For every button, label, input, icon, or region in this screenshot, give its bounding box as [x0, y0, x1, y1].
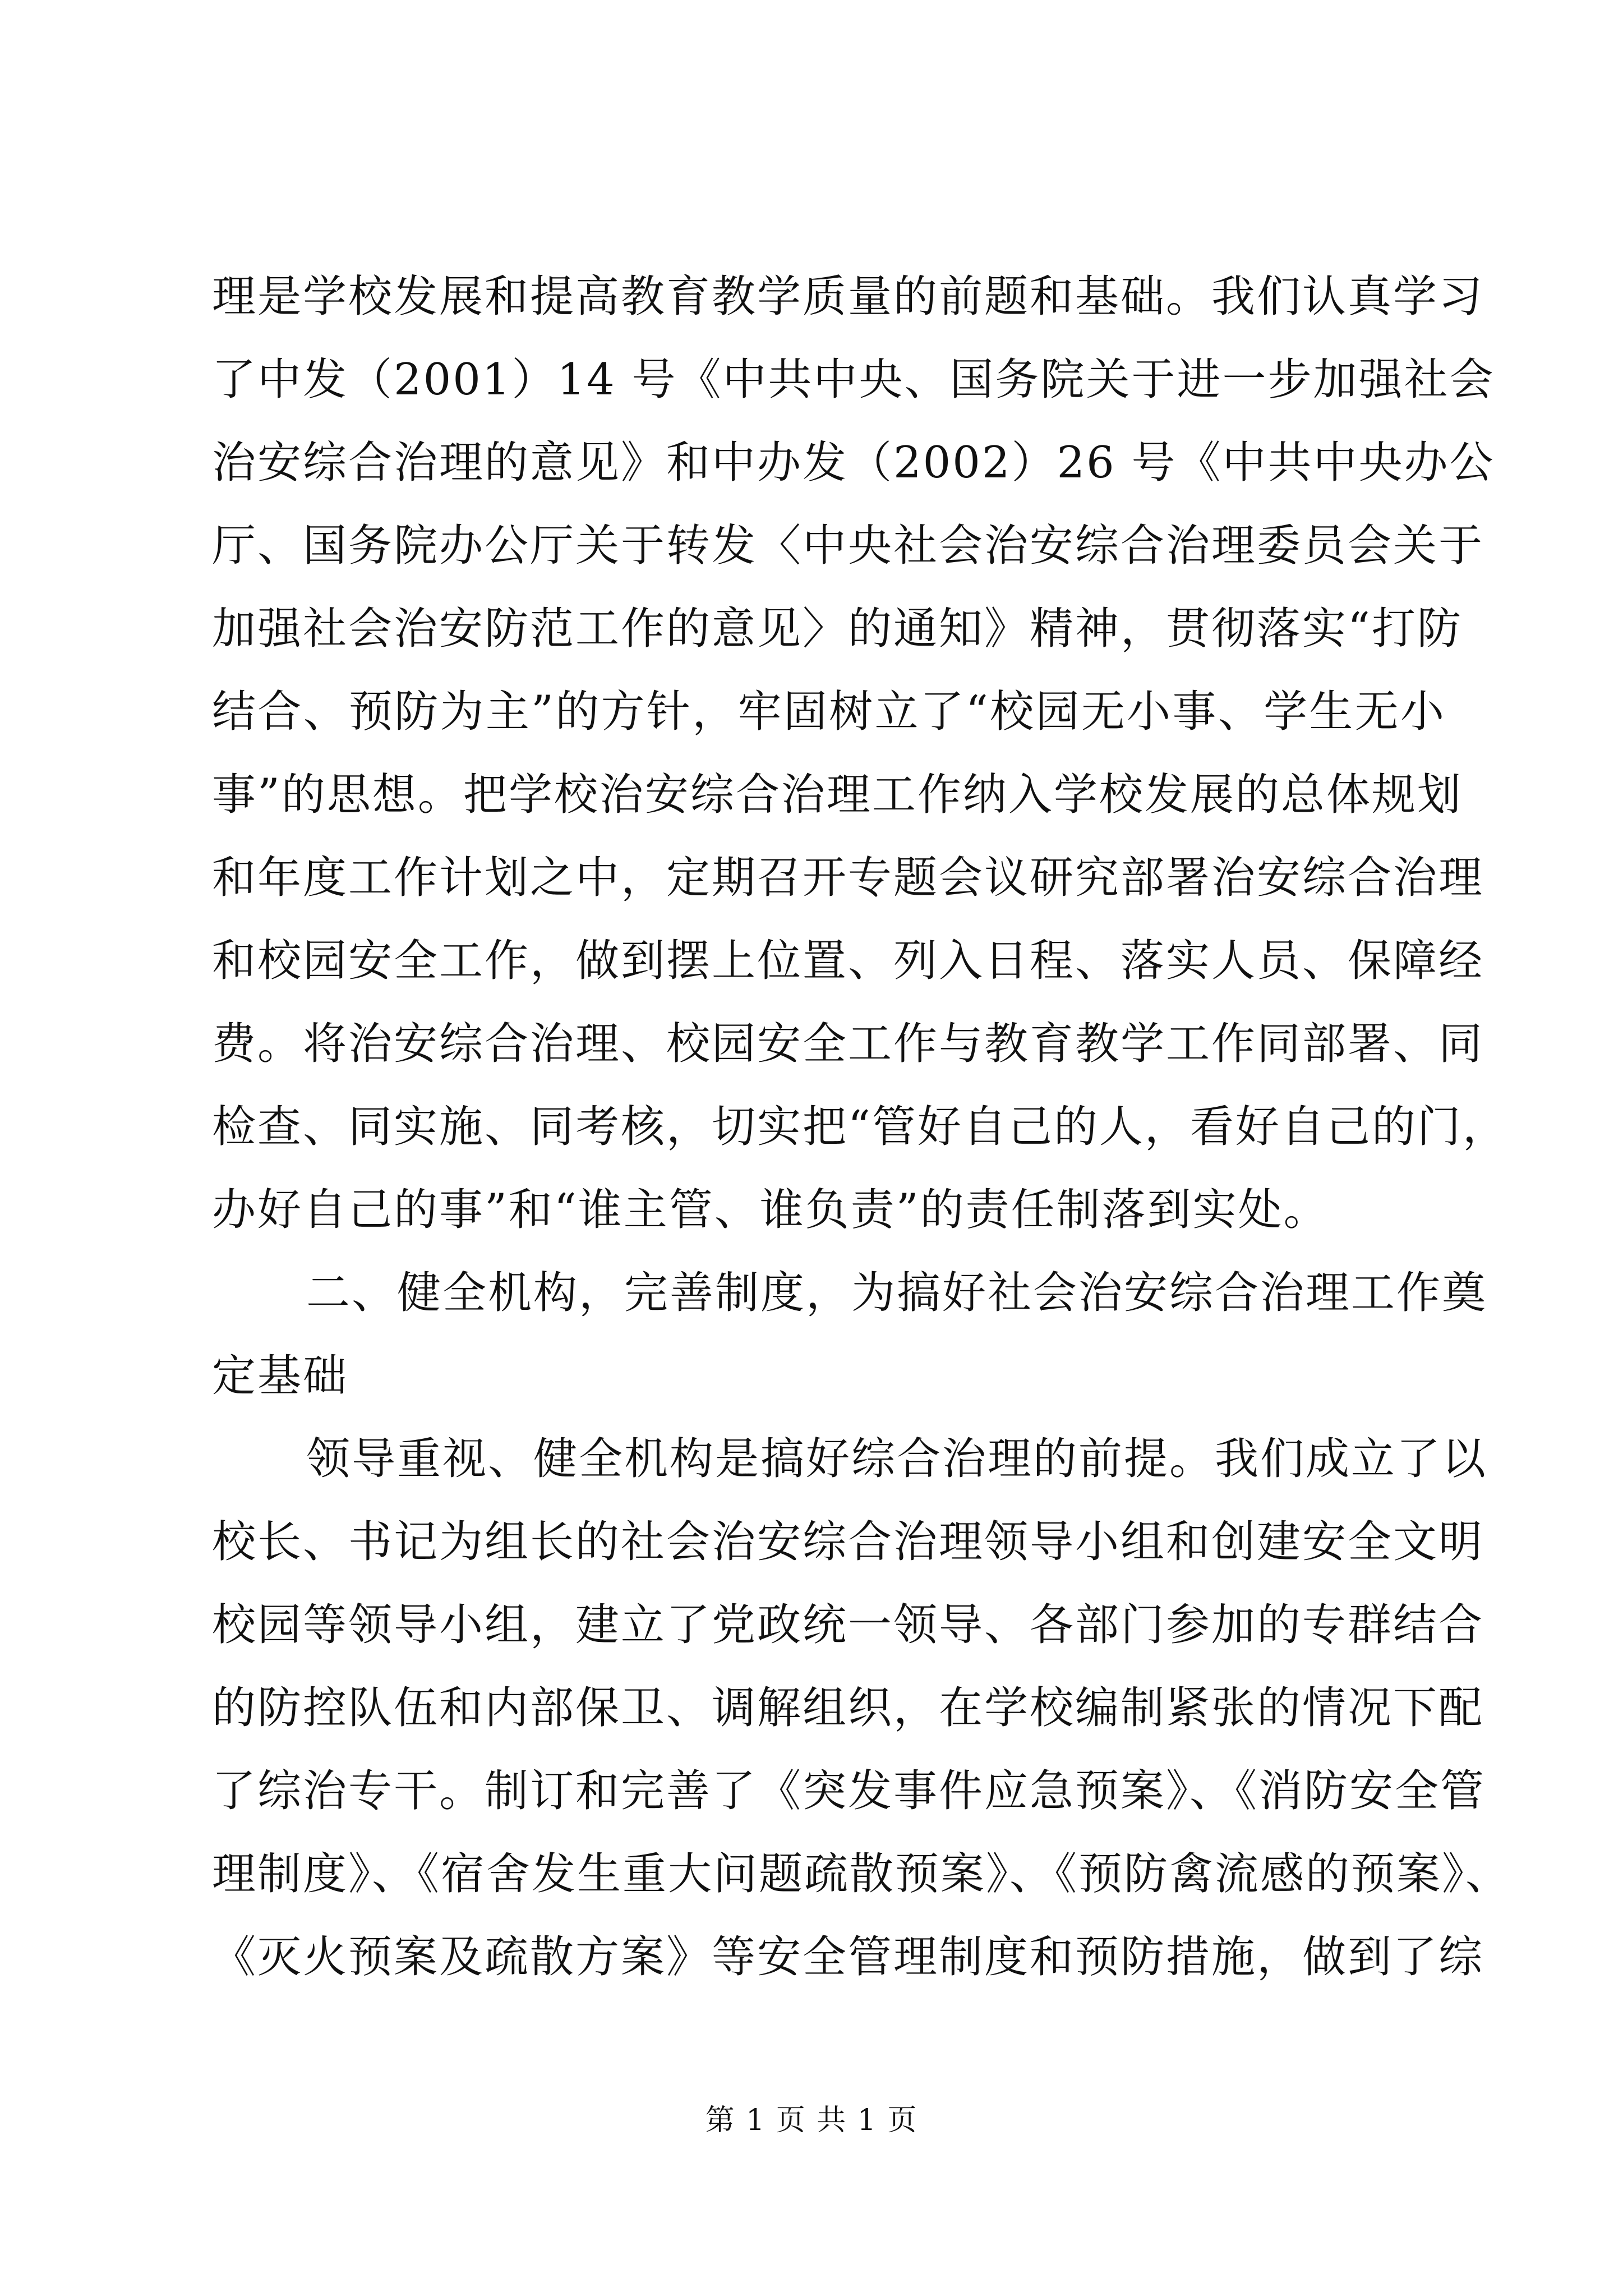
section-heading-line-2: 定基础 [212, 1351, 349, 1401]
text-line-20: 理制度》、《宿舍发生重大问题疏散预案》、《预防禽流感的预案》、 [212, 1849, 1511, 1899]
text-line-16: 校长、书记为组长的社会治安综合治理领导小组和创建安全文明 [212, 1517, 1484, 1567]
text-line-9: 和校园安全工作，做到摆上位置、列入日程、落实人员、保障经 [212, 936, 1484, 986]
text-line-12: 办好自己的事”和“谁主管、谁负责”的责任制落到实处。 [212, 1185, 1329, 1235]
text-line-5: 加强社会治安防范工作的意见〉的通知》精神，贯彻落实“打防 [212, 604, 1463, 654]
text-line-18: 的防控队伍和内部保卫、调解组织，在学校编制紧张的情况下配 [212, 1683, 1484, 1733]
page-footer: 第 1 页 共 1 页 [705, 2104, 918, 2137]
text-line-19: 了综治专干。制订和完善了《突发事件应急预案》、《消防安全管 [212, 1766, 1486, 1816]
text-line-10: 费。将治安综合治理、校园安全工作与教育教学工作同部署、同 [212, 1019, 1484, 1069]
text-line-17: 校园等领导小组，建立了党政统一领导、各部门参加的专群结合 [212, 1600, 1484, 1650]
text-line-15: 领导重视、健全机构是搞好综合治理的前提。我们成立了以 [306, 1434, 1488, 1484]
text-line-11: 检查、同实施、同考核，切实把“管好自己的人，看好自己的门， [212, 1102, 1508, 1152]
text-line-2: 了中发（2001）14 号《中共中央、国务院关于进一步加强社会 [212, 355, 1495, 405]
text-line-3: 治安综合治理的意见》和中办发（2002）26 号《中共中央办公 [212, 438, 1495, 488]
section-heading-line-1: 二、健全机构，完善制度，为搞好社会治安综合治理工作奠 [306, 1268, 1488, 1318]
text-line-1: 理是学校发展和提高教育教学质量的前题和基础。我们认真学习 [212, 272, 1484, 322]
document-body [212, 255, 1511, 1999]
text-line-6: 结合、预防为主”的方针，牢固树立了“校园无小事、学生无小 [212, 687, 1446, 737]
text-line-8: 和年度工作计划之中，定期召开专题会议研究部署治安综合治理 [212, 853, 1484, 903]
text-line-4: 厅、国务院办公厅关于转发〈中央社会治安综合治理委员会关于 [212, 521, 1484, 571]
text-line-7: 事”的思想。把学校治安综合治理工作纳入学校发展的总体规划 [212, 770, 1463, 820]
text-line-21: 《灭火预案及疏散方案》等安全管理制度和预防措施，做到了综 [212, 1932, 1484, 1982]
